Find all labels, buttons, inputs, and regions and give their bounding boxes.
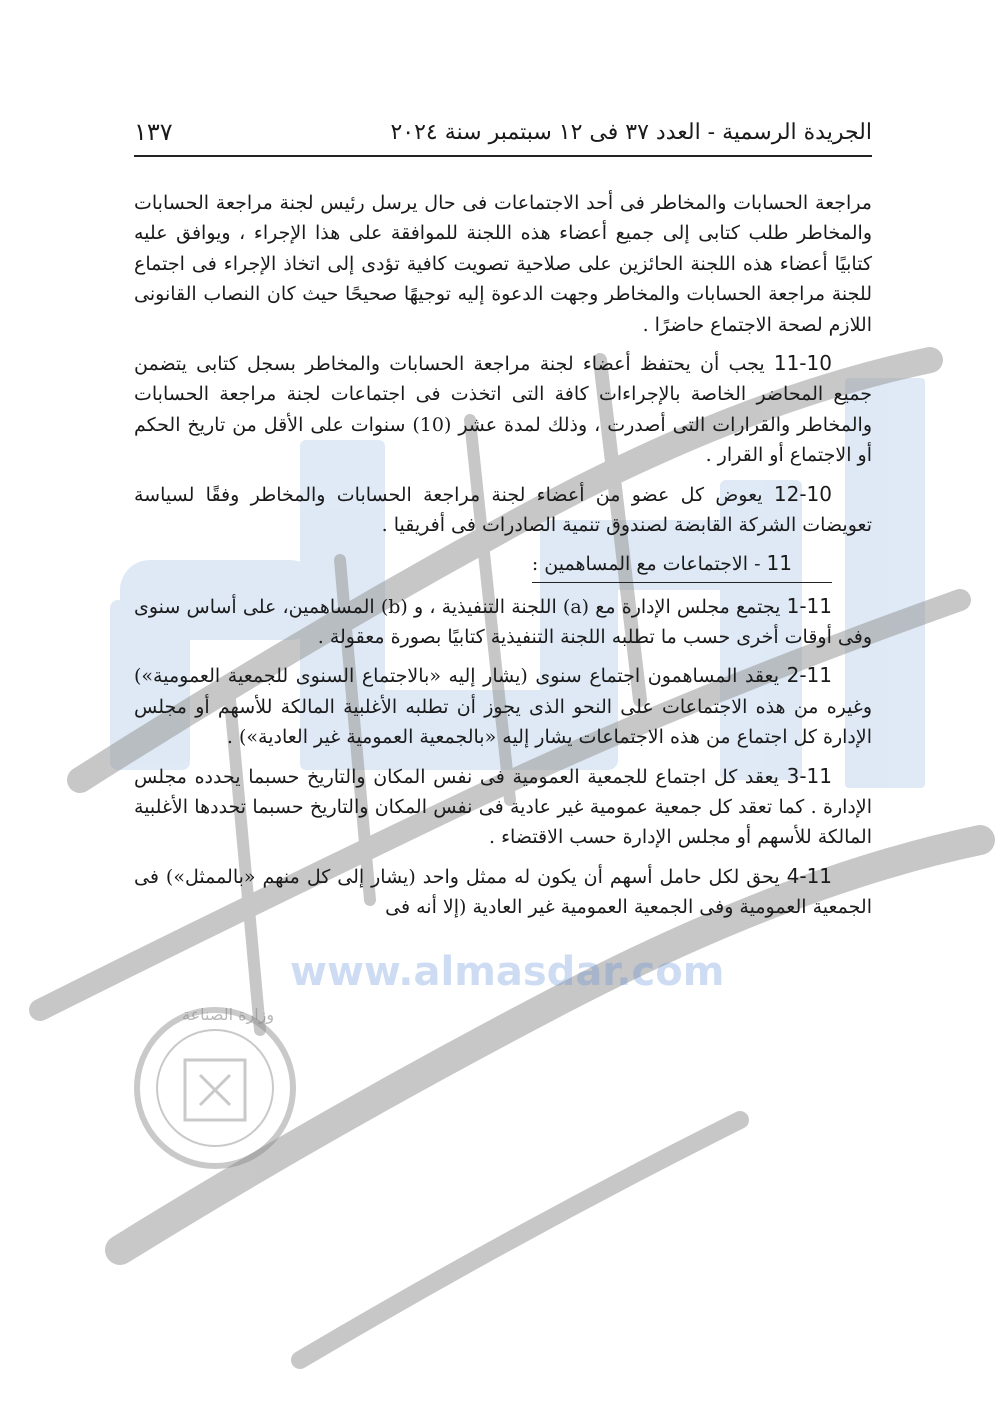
- clause-number: 12-10: [773, 481, 832, 506]
- section-title: - الاجتماعات مع المساهمين :: [531, 553, 761, 576]
- clause-number: 1-11: [786, 593, 832, 618]
- clause-11-3: [134, 760, 872, 853]
- document-body: [134, 188, 872, 930]
- clause-text: يجتمع مجلس الإدارة مع (a) اللجنة التنفيذية ، و (b) المساهمين، على أساس سنوى وفى أوقات أخرى حسب ما تطلبه اللجنة التنفيذية كتابيًا بصورة معقولة .: [134, 595, 872, 649]
- clause-10-11: [134, 347, 872, 471]
- clause-text: يعقد المساهمون اجتماع سنوى (يشار إليه «بالاجتماع السنوى للجمعية العمومية») وغيره من هذه الاجتماعات على النحو الذى يجوز أن تطلبه الأغلبية المالكة للأسهم أو مجلس الإدارة كل اجتماع من هذه الاجتماعات يشار إليه «بالجمعية العمومية غير العادية») .: [134, 665, 872, 749]
- clause-number: 3-11: [786, 763, 832, 788]
- section-number: 11: [766, 551, 792, 576]
- gazette-title: الجريدة الرسمية - العدد ٣٧ فى ١٢ سبتمبر سنة ٢٠٢٤: [390, 119, 872, 145]
- paragraph-continued: مراجعة الحسابات والمخاطر فى أحد الاجتماعات فى حال يرسل رئيس لجنة مراجعة الحسابات والمخاطر طلب كتابى إلى جميع أعضاء هذه اللجنة للموافقة على هذا الإجراء ، ويوافق عليه كتابيًا أعضاء هذه اللجنة الحائزين على صلاحية تصويت كافية تؤدى إلى اتخاذ الإجراء فى اجتماع للجنة مراجعة الحسابات والمخاطر وجهت الدعوة إليه توجيهًا صحيحًا حيث كان النصاب القانونى اللازم لصحة الاجتماع حاضرًا .: [134, 192, 872, 336]
- clause-number: 4-11: [786, 863, 833, 888]
- clause-text: يحق لكل حامل أسهم أن يكون له ممثل واحد (يشار إلى كل منهم «بالممثل») فى الجمعية العمومية وفى الجمعية العمومية غير العادية (إلا أنه فى: [134, 865, 872, 919]
- watermark-url: www.almasdar.com: [290, 949, 725, 995]
- clause-10-12: [134, 478, 872, 541]
- clause-11-1: [134, 590, 872, 653]
- section-heading-11: [134, 547, 872, 582]
- clause-text: يجب أن يحتفظ أعضاء لجنة مراجعة الحسابات والمخاطر بسجل كتابى يتضمن جميع المحاضر الخاصة بالإجراءات كافة التى اتخذت فى اجتماعات لجنة مراجعة الحسابات والمخاطر والقرارات التى أصدرت ، وذلك لمدة عشر (10) سنوات على الأقل من تاريخ الحكم أو الاجتماع أو القرار .: [134, 352, 873, 467]
- clause-text: يعوض كل عضو من أعضاء لجنة مراجعة الحسابات والمخاطر وفقًا لسياسة تعويضات الشركة القابضة لصندوق تنمية الصادرات فى أفريقيا .: [134, 483, 872, 536]
- clause-11-2: [134, 659, 872, 752]
- clause-text: يعقد كل اجتماع للجمعية العمومية فى نفس المكان والتاريخ حسبما يحدده مجلس الإدارة . كما تعقد كل جمعية عمومية غير عادية فى نفس المكان والتاريخ حسبما تحددها الأغلبية المالكة للأسهم أو مجلس الإدارة حسب الاقتضاء .: [134, 765, 872, 849]
- svg-text:وزارة الصناعة: وزارة الصناعة: [182, 1005, 275, 1024]
- clause-11-4: [134, 860, 872, 923]
- clause-number: 11-10: [773, 350, 832, 375]
- page-header: [134, 112, 872, 152]
- page-number: ١٣٧: [134, 118, 173, 146]
- clause-number: 2-11: [786, 663, 832, 688]
- header-rule: [134, 155, 872, 157]
